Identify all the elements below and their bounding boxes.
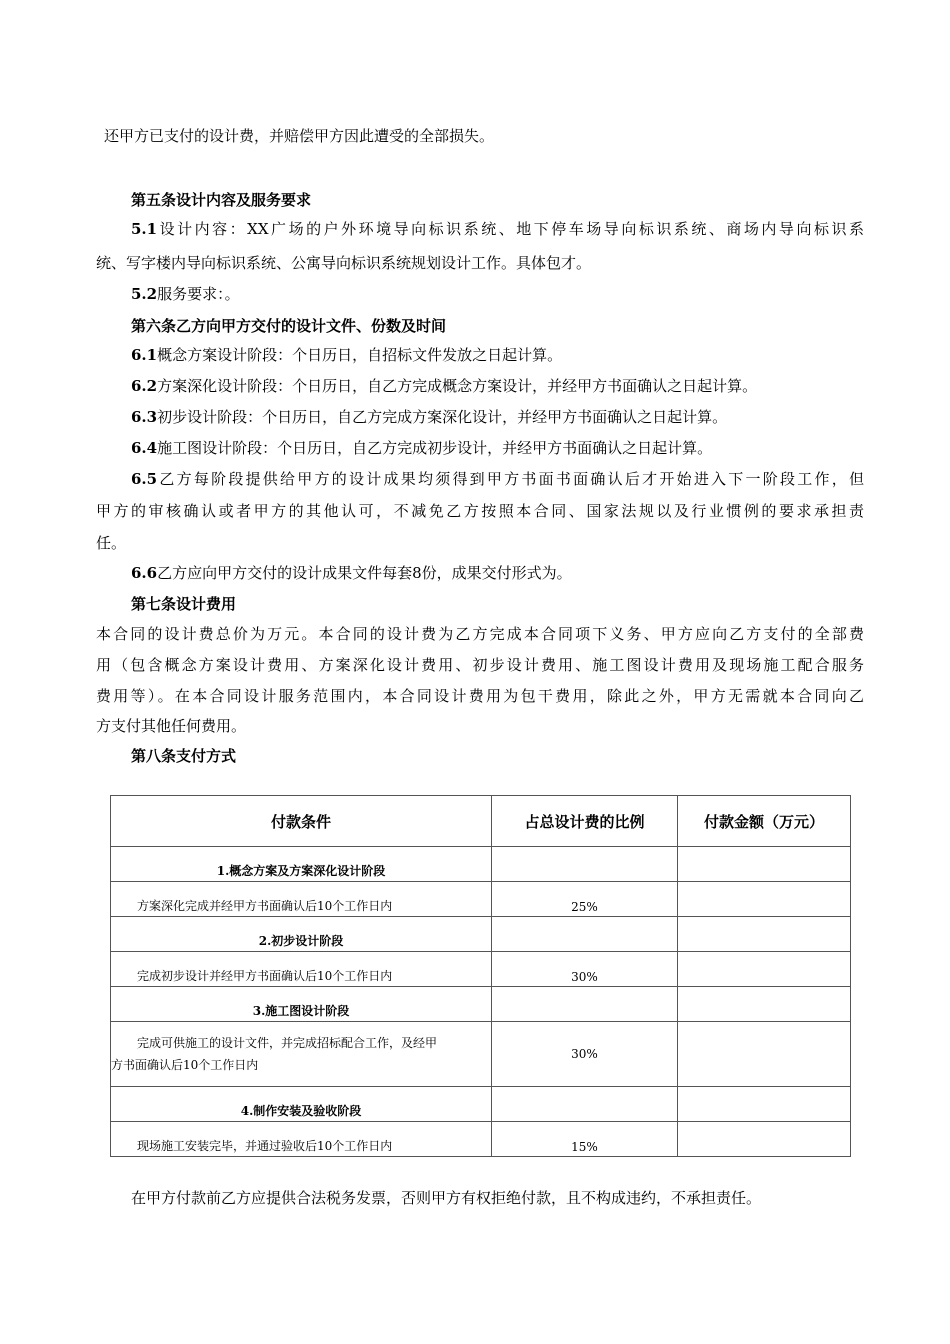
clause-5-1-line1 [131,219,864,239]
clause-6-6 [131,563,572,583]
stage-title: 3.施工图设计阶段 [111,987,492,1022]
stage-title: 1.概念方案及方案深化设计阶段 [111,847,492,882]
header-amount: 付款金额（万元） [678,796,851,847]
article-7-line4: 方支付其他任何费用。 [96,717,247,735]
condition-line: 方书面确认后10个工作日内 [111,1058,259,1072]
clause-number: 6.2 [131,377,158,395]
clause-6-3 [131,407,727,427]
clause-number: 5.1 [131,220,158,238]
article-7-title: 第七条设计费用 [131,595,237,613]
clause-text: 施工图设计阶段：个日历日，自乙方完成初步设计，并经甲方书面确认之日起计算。 [157,439,713,457]
stage-title: 2.初步设计阶段 [111,917,492,952]
closing-line: 在甲方付款前乙方应提供合法税务发票，否则甲方有权拒绝付款，且不构成违约，不承担责任。 [131,1189,762,1207]
clause-text: 初步设计阶段：个日历日，自乙方完成方案深化设计，并经甲方书面确认之日起计算。 [157,408,728,426]
header-condition: 付款条件 [111,796,492,847]
table-row-stage-3 [111,987,851,1022]
clause-6-1 [131,345,562,365]
clause-number: 6.4 [131,439,158,457]
clause-text: 乙方应向甲方交付的设计成果文件每套8份，成果交付形式为。 [157,564,572,582]
article-6-title: 第六条乙方向甲方交付的设计文件、份数及时间 [131,317,447,335]
clause-number: 5.2 [131,285,158,303]
article-5-title: 第五条设计内容及服务要求 [131,191,312,209]
payment-table [110,795,851,1157]
stage-title: 4.制作安装及验收阶段 [111,1087,492,1122]
article-7-line1: 本合同的设计费总价为万元。本合同的设计费为乙方完成本合同项下义务、甲方应向乙方支付的全部费 [96,625,864,643]
payment-amount [678,1122,851,1157]
payment-condition: 方案深化完成并经甲方书面确认后10个工作日内 [111,882,492,917]
header-ratio: 占总设计费的比例 [492,796,678,847]
table-row-condition-3 [111,1022,851,1087]
payment-amount [678,952,851,987]
payment-percent: 15% [492,1122,678,1157]
clause-6-4 [131,438,712,458]
payment-percent: 30% [492,952,678,987]
empty-cell [678,987,851,1022]
clause-text: 概念方案设计阶段：个日历日，自招标文件发放之日起计算。 [157,346,563,364]
payment-condition: 完成初步设计并经甲方书面确认后10个工作日内 [111,952,492,987]
condition-line: 完成可供施工的设计文件，并完成招标配合工作，及经甲 [137,1036,438,1050]
clause-text: 设计内容：XX广场的户外环境导向标识系统、地下停车场导向标识系统、商场内导向标识系 [157,220,864,238]
empty-cell [492,987,678,1022]
table-row-condition-2 [111,952,851,987]
table-row-condition-4 [111,1122,851,1157]
payment-percent: 30% [492,1022,678,1087]
clause-number: 6.1 [131,346,158,364]
clause-5-2 [131,284,240,304]
empty-cell [492,917,678,952]
empty-cell [678,847,851,882]
clause-6-5-line2: 甲方的审核确认或者甲方的其他认可，不减免乙方按照本合同、国家法规以及行业惯例的要求承担责 [96,502,864,520]
table-row-condition-1 [111,882,851,917]
clause-6-2 [131,376,757,396]
intro-line: 还甲方已支付的设计费，并赔偿甲方因此遭受的全部损失。 [104,127,495,145]
payment-percent: 25% [492,882,678,917]
payment-condition: 现场施工安装完毕，并通过验收后10个工作日内 [111,1122,492,1157]
clause-text: 方案深化设计阶段：个日历日，自乙方完成概念方案设计，并经甲方书面确认之日起计算。 [157,377,758,395]
payment-amount [678,882,851,917]
empty-cell [492,847,678,882]
article-7-line2: 用（包含概念方案设计费用、方案深化设计费用、初步设计费用、施工图设计费用及现场施工配合服务 [96,656,864,674]
empty-cell [678,1087,851,1122]
payment-condition [111,1022,492,1087]
clause-number: 6.5 [131,470,158,488]
empty-cell [492,1087,678,1122]
clause-text: 服务要求：。 [157,285,240,303]
clause-6-5-line1 [131,469,864,489]
article-7-line3: 费用等）。在本合同设计服务范围内，本合同设计费用为包干费用，除此之外，甲方无需就本合同向乙 [96,687,864,705]
clause-text: 乙方每阶段提供给甲方的设计成果均须得到甲方书面书面确认后才开始进入下一阶段工作，但 [157,470,864,488]
clause-number: 6.6 [131,564,158,582]
table-header-row [111,796,851,847]
table-row-stage-1 [111,847,851,882]
table-row-stage-4 [111,1087,851,1122]
article-8-title: 第八条支付方式 [131,747,237,765]
payment-amount [678,1022,851,1087]
empty-cell [678,917,851,952]
table-row-stage-2 [111,917,851,952]
clause-number: 6.3 [131,408,158,426]
clause-6-5-line3: 任。 [96,534,127,552]
clause-5-1-line2: 统、写字楼内导向标识系统、公寓导向标识系统规划设计工作。具体包才。 [96,254,592,272]
